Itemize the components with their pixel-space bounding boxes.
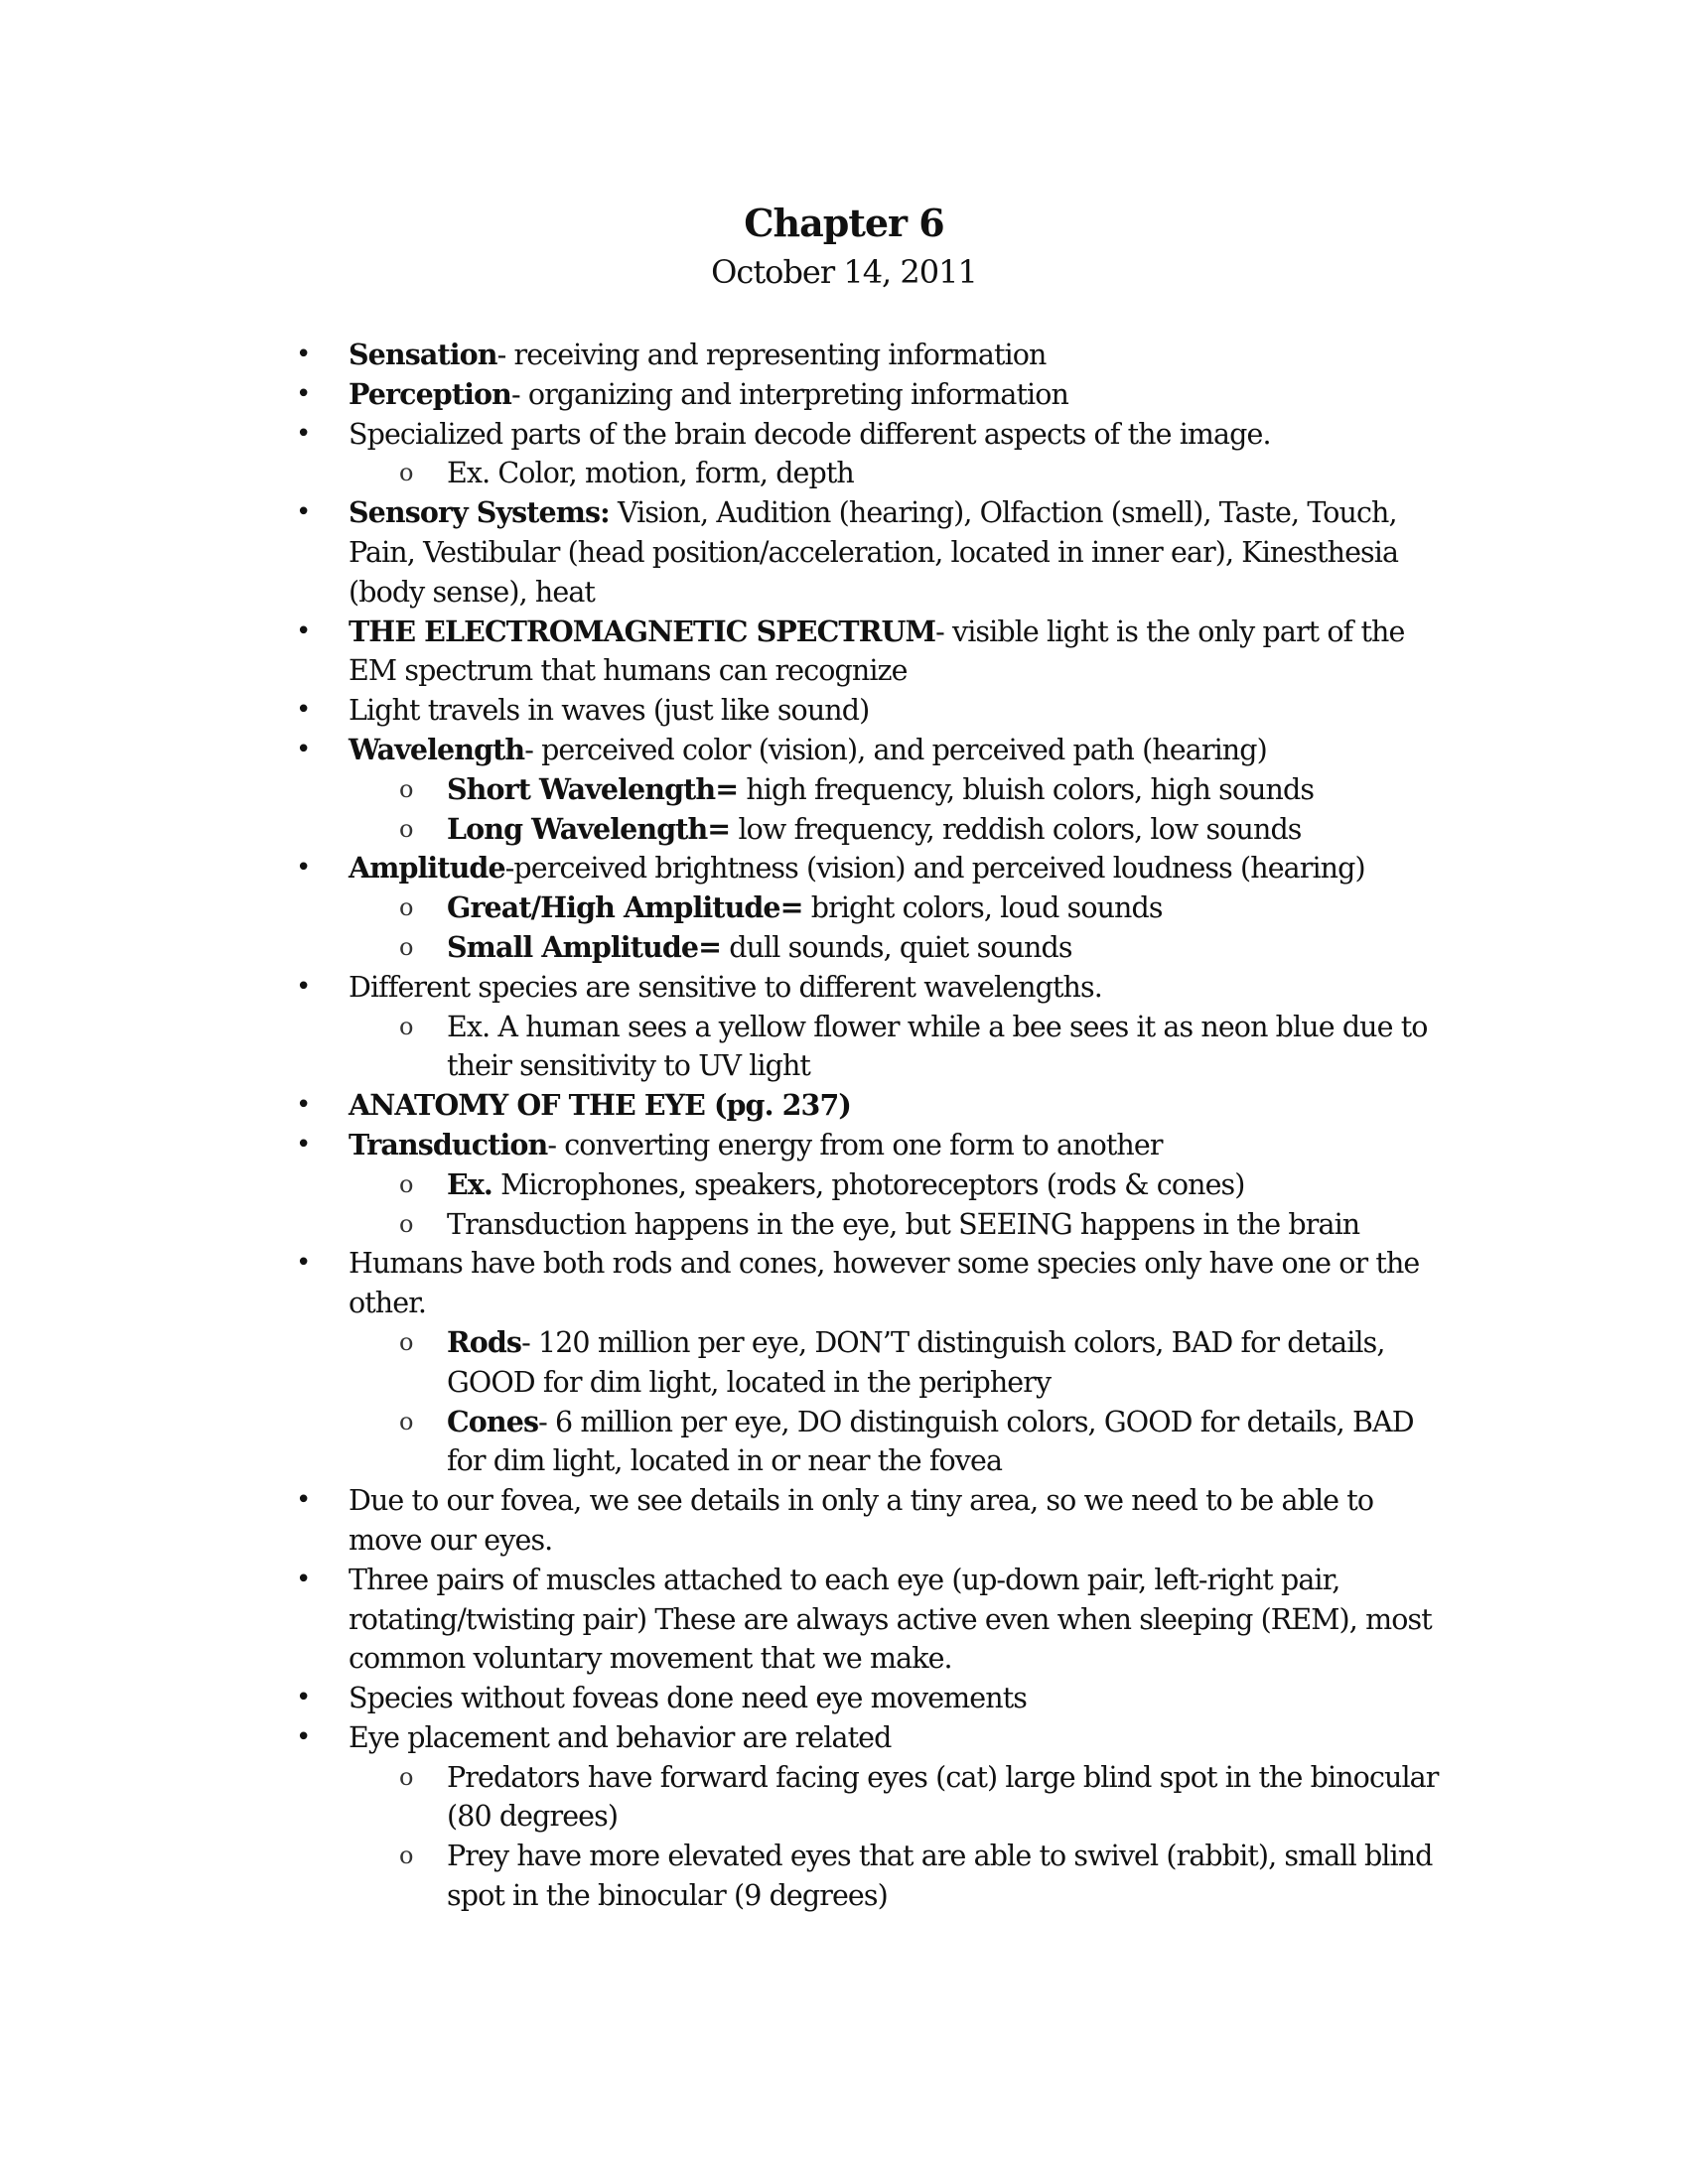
bullet-icon: • (296, 497, 311, 528)
term: Sensation (349, 338, 497, 371)
item-text: - visible light is the only part of the EM spectrum that humans can recognize (349, 614, 1405, 688)
item-text: high frequency, bluish colors, high sounds (738, 772, 1315, 806)
list-item (0, 1679, 1441, 1718)
item-text: Ex. A human sees a yellow flower while a bee sees it as neon blue due to their sensitivity to UV light (447, 1010, 1428, 1083)
circle-bullet-icon: o (399, 814, 413, 843)
item-text: - converting energy from one form to another (547, 1128, 1163, 1161)
list-item (0, 415, 1441, 455)
item-text: Microphones, speakers, photoreceptors (rods & cones) (492, 1167, 1245, 1201)
bullet-icon: • (296, 1248, 311, 1279)
bullet-icon: • (296, 615, 311, 646)
sub-list-item (0, 1837, 1440, 1916)
term: Great/High Amplitude= (447, 890, 803, 925)
list-item (0, 375, 1441, 415)
list-item (0, 1086, 1441, 1126)
sub-list-item (0, 1323, 1440, 1403)
bullet-icon: • (296, 340, 311, 369)
item-text: Prey have more elevated eyes that are able to swivel (rabbit), small blind spot in the binocular (9 degrees) (447, 1840, 1433, 1913)
item-text: bright colors, loud sounds (802, 891, 1163, 925)
circle-bullet-icon: o (399, 774, 413, 803)
list-item (0, 1561, 1441, 1679)
term: ANATOMY OF THE EYE (pg. 237) (349, 1088, 852, 1123)
bullet-icon: • (296, 418, 311, 449)
circle-bullet-icon: o (399, 1012, 413, 1040)
list-item (0, 1481, 1441, 1561)
term: Cones (447, 1404, 539, 1438)
bullet-icon: • (296, 1721, 311, 1752)
item-text: Humans have both rods and cones, however some species only have one or the other. (349, 1247, 1420, 1320)
bullet-icon: • (296, 1090, 311, 1121)
sub-list-item (0, 1403, 1440, 1482)
bullet-icon: • (296, 734, 311, 764)
term: Perception (349, 376, 511, 411)
term: Amplitude (349, 851, 505, 886)
item-text: Three pairs of muscles attached to each eye (up-down pair, left-right pair, rotating/twisting pair) These are always active even when sleeping (REM), most common voluntary movement that we make. (349, 1563, 1432, 1676)
term: Rods (447, 1324, 522, 1359)
sub-list-item (0, 810, 1440, 850)
circle-bullet-icon: o (399, 893, 413, 922)
item-text: Predators have forward facing eyes (cat) large blind spot in the binocular (80 degrees) (447, 1760, 1439, 1834)
term: THE ELECTROMAGNETIC SPECTRUM (349, 614, 936, 648)
bullet-icon: • (296, 1485, 311, 1516)
list-item (0, 849, 1441, 888)
bullet-icon: • (296, 378, 311, 409)
term: Ex. (447, 1166, 492, 1201)
circle-bullet-icon: o (399, 1327, 413, 1356)
item-text: Different species are sensitive to different wavelengths. (349, 970, 1102, 1004)
item-text: - 120 million per eye, DON’T distinguish colors, BAD for details, GOOD for dim light, located in the periphery (447, 1325, 1385, 1399)
term: Wavelength (349, 732, 525, 766)
sub-list-item (0, 928, 1440, 968)
item-text: low frequency, reddish colors, low sounds (730, 812, 1302, 846)
item-text: Transduction happens in the eye, but SEEING happens in the brain (447, 1207, 1360, 1241)
list-item (0, 1126, 1441, 1165)
list-item (0, 1244, 1441, 1323)
list-item (0, 1718, 1441, 1758)
item-text: Vision, Audition (hearing), Olfaction (smell), Taste, Touch, Pain, Vestibular (head position/acceleration, located in inner ear), Kinesthesia (body sense), heat (349, 496, 1399, 609)
list-item (0, 613, 1441, 692)
item-text: - 6 million per eye, DO distinguish colors, GOOD for details, BAD for dim light, located in or near the fovea (447, 1405, 1414, 1478)
sub-list-item (0, 1205, 1440, 1245)
list-item (0, 493, 1441, 612)
circle-bullet-icon: o (399, 459, 413, 487)
list-item (0, 691, 1441, 731)
sub-list-item (0, 1758, 1440, 1838)
term: Long Wavelength= (447, 811, 731, 846)
item-text: - organizing and interpreting information (510, 377, 1068, 411)
bullet-icon: • (296, 1564, 311, 1594)
bullet-icon: • (296, 1129, 311, 1160)
term: Sensory Systems: (349, 495, 610, 530)
item-text: - perceived color (vision), and perceived path (hearing) (524, 733, 1267, 766)
list-item (0, 968, 1441, 1008)
term: Transduction (349, 1127, 548, 1161)
sub-list-item (0, 770, 1440, 810)
sub-list-item (0, 454, 1440, 493)
item-text: dull sounds, quiet sounds (721, 930, 1072, 964)
list-item (0, 731, 1441, 770)
item-text: - receiving and representing information (496, 339, 1047, 371)
page-date: October 14, 2011 (711, 253, 977, 291)
sub-list-item (0, 1008, 1440, 1087)
sub-list-item (0, 1165, 1440, 1205)
circle-bullet-icon: o (399, 1407, 413, 1435)
item-text: Species without foveas done need eye movements (349, 1682, 1027, 1715)
circle-bullet-icon: o (399, 1169, 413, 1198)
item-text: Specialized parts of the brain decode different aspects of the image. (349, 417, 1271, 451)
bullet-icon: • (296, 853, 311, 884)
circle-bullet-icon: o (399, 1209, 413, 1238)
circle-bullet-icon: o (399, 1762, 413, 1791)
term: Short Wavelength= (447, 771, 739, 806)
bullet-icon: • (296, 1683, 311, 1713)
circle-bullet-icon: o (399, 1842, 413, 1870)
item-text: Due to our fovea, we see details in only a tiny area, so we need to be able to move our eyes. (349, 1484, 1374, 1557)
sub-list-item (0, 888, 1440, 928)
circle-bullet-icon: o (399, 932, 413, 961)
bullet-icon: • (296, 695, 311, 726)
item-text: Light travels in waves (just like sound) (349, 694, 870, 728)
notes-list (0, 336, 1688, 1916)
item-text: -perceived brightness (vision) and perceived loudness (hearing) (504, 852, 1365, 886)
term: Small Amplitude= (447, 929, 722, 964)
item-text: Ex. Color, motion, form, depth (447, 457, 854, 490)
page-title: Chapter 6 (744, 201, 944, 245)
bullet-icon: • (296, 971, 311, 1002)
list-item (0, 336, 1441, 375)
item-text: Eye placement and behavior are related (349, 1720, 892, 1754)
